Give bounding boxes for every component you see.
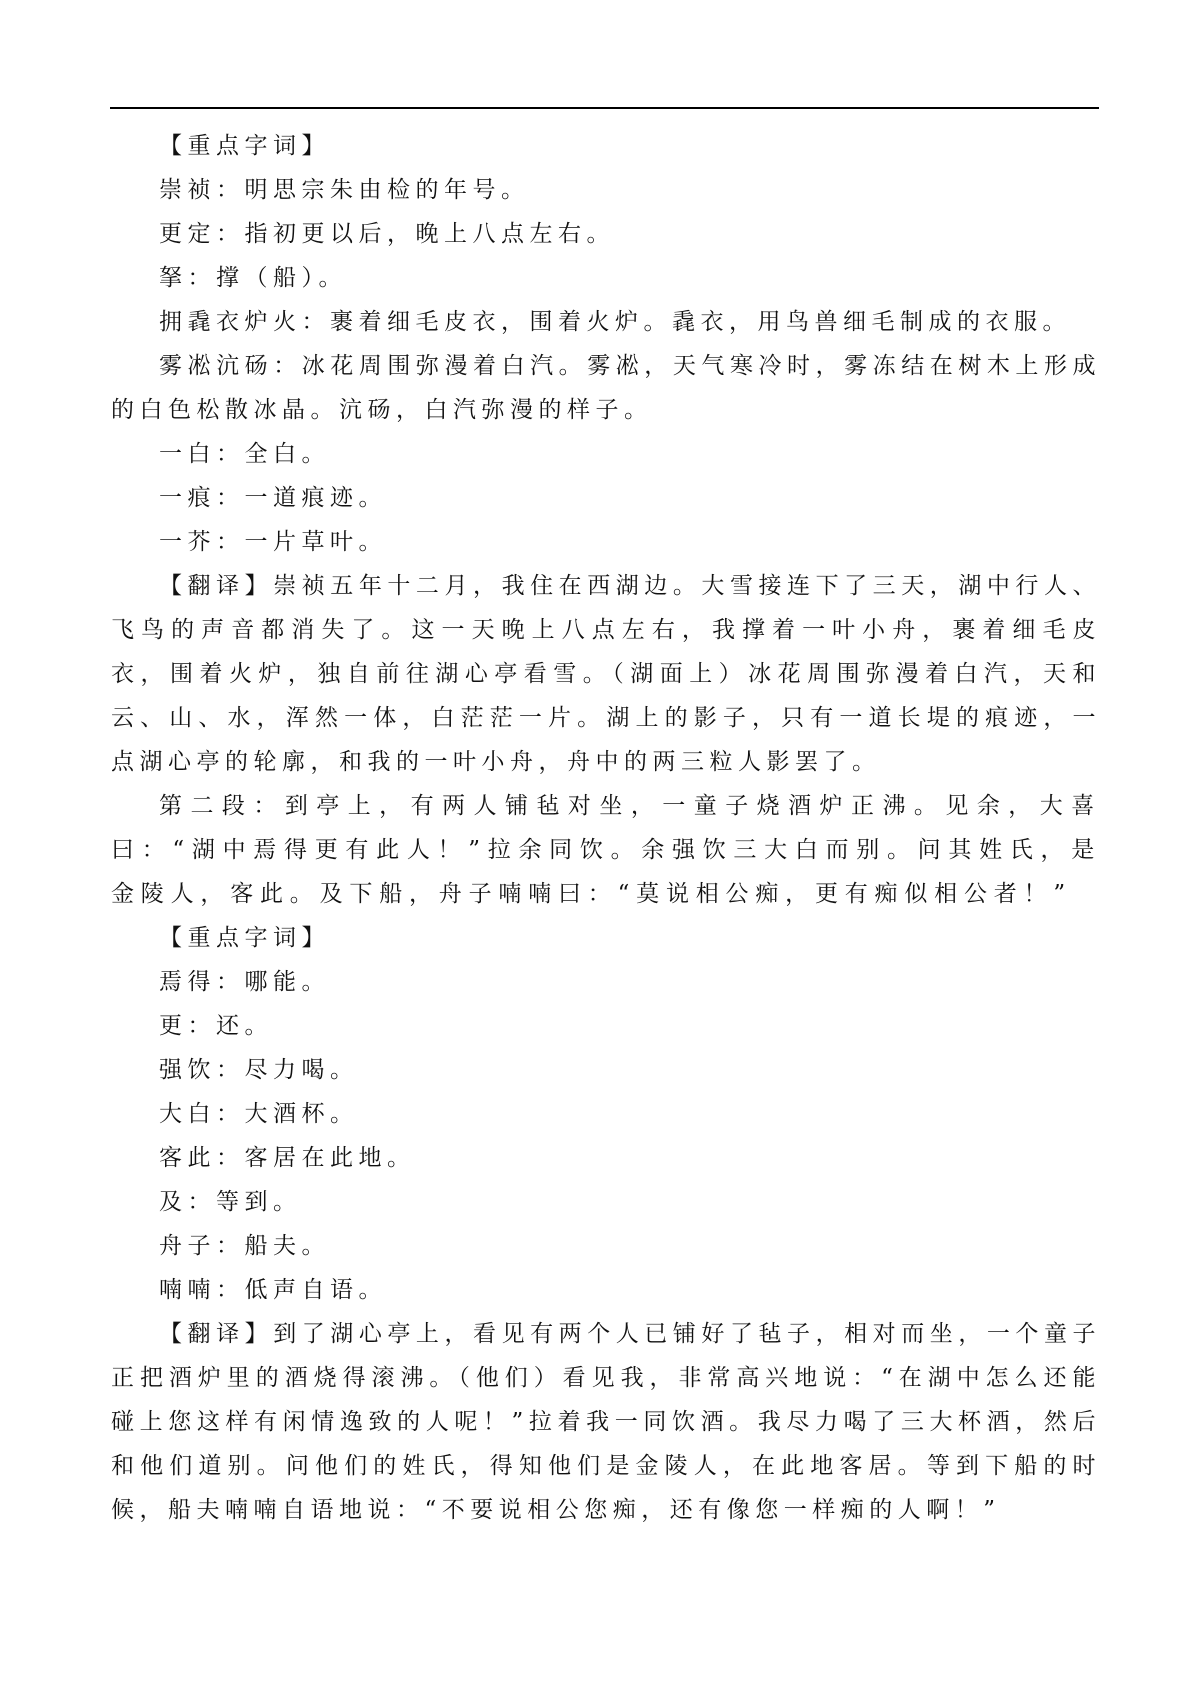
vocab-entry: 强饮：尽力喝。: [159, 1057, 359, 1083]
vocab-entry: 客此：客居在此地。: [159, 1145, 416, 1171]
vocab-entry: 焉得：哪能。: [159, 969, 330, 995]
translation-paragraph: 【翻译】崇祯五年十二月，我住在西湖边。大雪接连下了三天，湖中行人、飞鸟的声音都消失了。这一天晚上八点左右，我撑着一叶小舟，裹着细毛皮衣，围着火炉，独自前往湖心亭看雪。（湖面上）冰花周围弥漫着白汽，天和云、山、水，浑然一体，白茫茫一片。湖上的影子，只有一道长堤的痕迹，一点湖心亭的轮廓，和我的一叶小舟，舟中的两三粒人影罢了。: [111, 573, 1101, 775]
vocab-entry: 一白：全白。: [159, 441, 330, 467]
vocab-entry: 喃喃：低声自语。: [159, 1277, 387, 1303]
original-text-paragraph: 第二段：到亭上，有两人铺毡对坐，一童子烧酒炉正沸。见余，大喜曰：“湖中焉得更有此人！”拉余同饮。余强饮三大白而别。问其姓氏，是金陵人，客此。及下船，舟子喃喃曰：“莫说相公痴，更有痴似相公者！”: [111, 793, 1101, 907]
vocab-entry: 一痕：一道痕迹。: [159, 485, 387, 511]
document-body: [111, 124, 1101, 1532]
vocab-entry: 拏：撑（船）。: [159, 265, 347, 291]
vocab-entry: 一芥：一片草叶。: [159, 529, 387, 555]
vocab-entry: 及：等到。: [159, 1189, 302, 1215]
vocab-entry: 大白：大酒杯。: [159, 1101, 359, 1127]
vocab-entry: 崇祯：明思宗朱由检的年号。: [159, 177, 530, 203]
vocab-entry: 雾凇沆砀：冰花周围弥漫着白汽。雾凇，天气寒冷时，雾冻结在树木上形成的白色松散冰晶。沆砀，白汽弥漫的样子。: [111, 353, 1101, 423]
vocab-entry: 更：还。: [159, 1013, 273, 1039]
section-heading: 【重点字词】: [159, 133, 330, 159]
header-rule: [110, 107, 1099, 109]
vocab-entry: 舟子：船夫。: [159, 1233, 330, 1259]
translation-paragraph: 【翻译】到了湖心亭上，看见有两个人已铺好了毡子，相对而坐，一个童子正把酒炉里的酒烧得滚沸。（他们）看见我，非常高兴地说：“在湖中怎么还能碰上您这样有闲情逸致的人呢！”拉着我一同饮酒。我尽力喝了三大杯酒，然后和他们道别。问他们的姓氏，得知他们是金陵人，在此地客居。等到下船的时候，船夫喃喃自语地说：“不要说相公您痴，还有像您一样痴的人啊！”: [111, 1321, 1101, 1523]
section-heading: 【重点字词】: [159, 925, 330, 951]
vocab-entry: 拥毳衣炉火：裹着细毛皮衣，围着火炉。毳衣，用鸟兽细毛制成的衣服。: [159, 309, 1071, 335]
vocab-entry: 更定：指初更以后，晚上八点左右。: [159, 221, 615, 247]
